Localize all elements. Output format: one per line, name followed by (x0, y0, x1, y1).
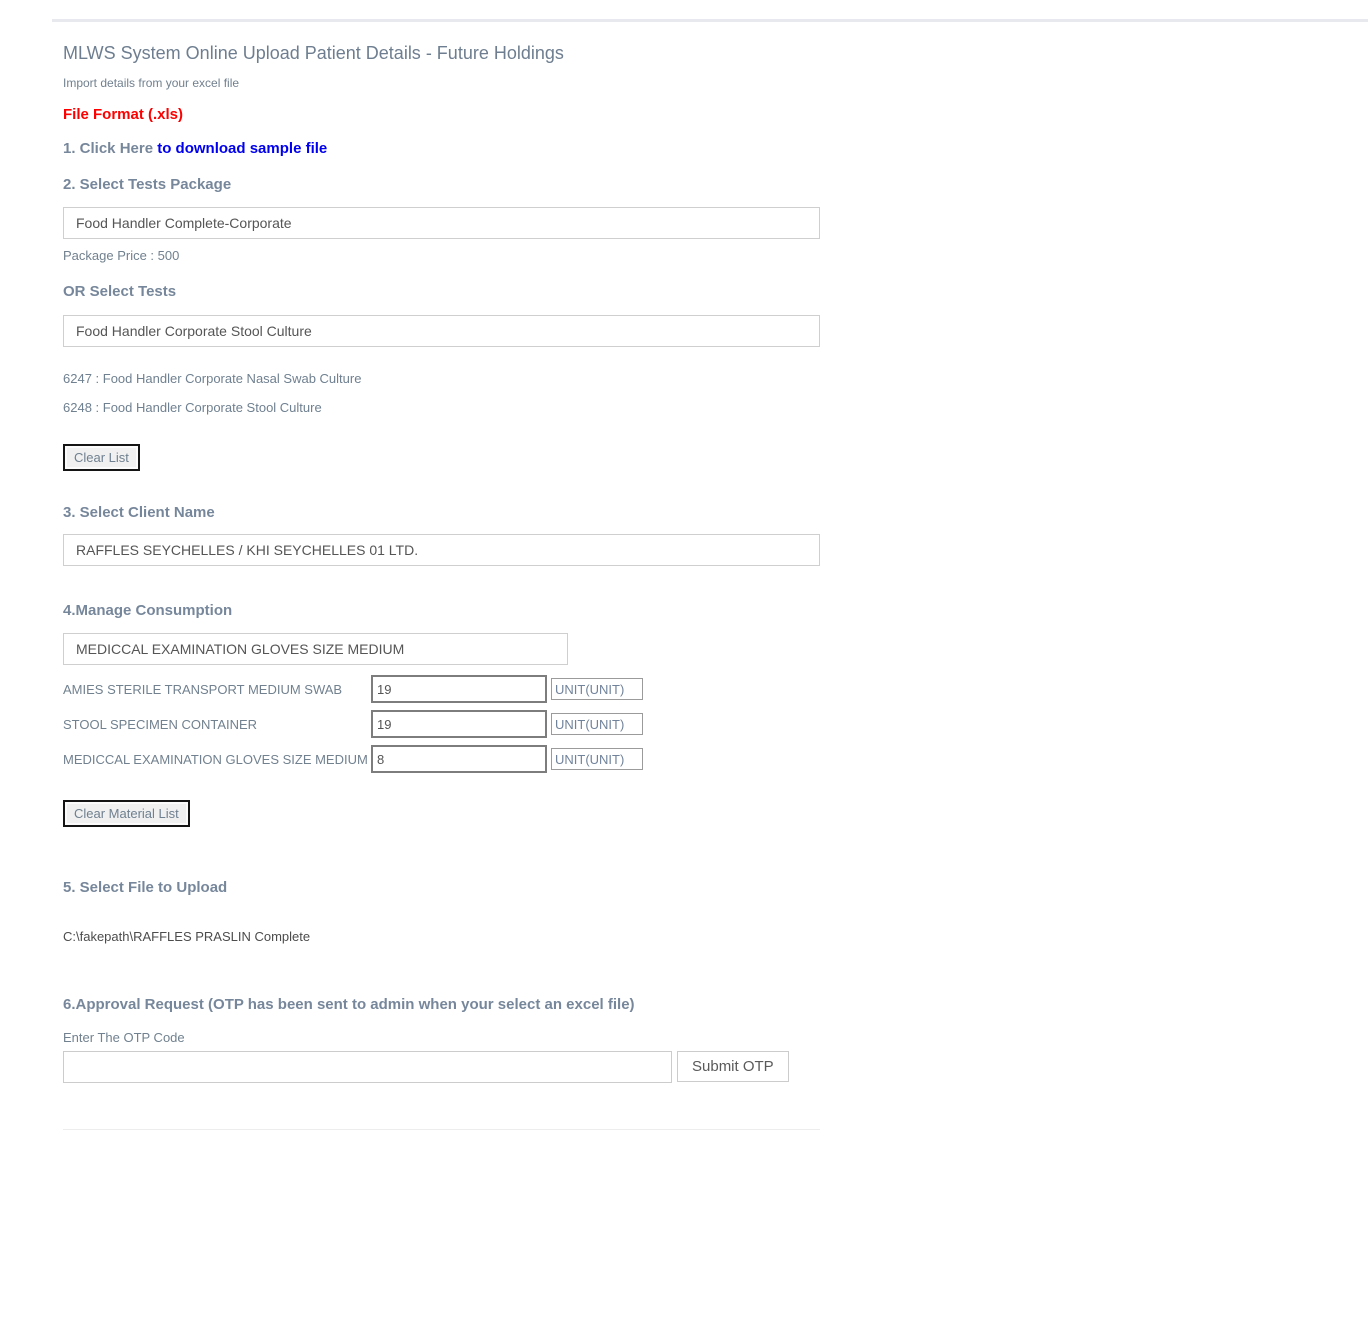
upload-form (63, 0, 820, 1130)
consumption-row (63, 745, 820, 773)
client-name-input[interactable] (63, 534, 820, 566)
download-sample-link[interactable]: to download sample file (157, 140, 328, 157)
consumption-row (63, 675, 820, 703)
quantity-input[interactable] (371, 675, 547, 703)
step3-heading: 3. Select Client Name (63, 504, 215, 521)
step6-heading: 6.Approval Request (OTP has been sent to admin when your select an excel file) (63, 996, 635, 1013)
clear-material-list-button[interactable]: Clear Material List (63, 800, 190, 827)
clear-list-button[interactable]: Clear List (63, 444, 140, 471)
step4-heading: 4.Manage Consumption (63, 602, 233, 619)
material-select-input[interactable] (63, 633, 568, 665)
file-format-note: File Format (.xls) (63, 106, 184, 123)
or-select-tests-heading: OR Select Tests (63, 283, 177, 300)
unit-input[interactable] (551, 678, 643, 700)
step1-label: 1. Click Here (63, 140, 154, 157)
otp-input[interactable] (63, 1051, 672, 1083)
otp-row (63, 1051, 820, 1083)
quantity-input[interactable] (371, 710, 547, 738)
selected-file-path: C:\fakepath\RAFFLES PRASLIN Complete (63, 929, 311, 944)
material-label: AMIES STERILE TRANSPORT MEDIUM SWAB (63, 681, 343, 697)
quantity-input[interactable] (371, 745, 547, 773)
selected-test-item: 6248 : Food Handler Corporate Stool Culture (63, 400, 322, 415)
tests-package-input[interactable] (63, 207, 820, 239)
package-price: Package Price : 500 (63, 248, 180, 263)
consumption-rows (63, 675, 820, 773)
step2-heading: 2. Select Tests Package (63, 176, 232, 193)
page-subtitle: Import details from your excel file (63, 76, 240, 90)
selected-test-item: 6247 : Food Handler Corporate Nasal Swab Culture (63, 371, 362, 386)
material-label: STOOL SPECIMEN CONTAINER (63, 716, 258, 732)
material-label: MEDICCAL EXAMINATION GLOVES SIZE MEDIUM (63, 751, 368, 767)
step1-line (63, 140, 820, 157)
page-title: MLWS System Online Upload Patient Details - Future Holdings (63, 43, 564, 63)
unit-input[interactable] (551, 713, 643, 735)
submit-otp-button[interactable]: Submit OTP (677, 1051, 789, 1082)
unit-input[interactable] (551, 748, 643, 770)
otp-label: Enter The OTP Code (63, 1030, 185, 1045)
bottom-divider (63, 1129, 820, 1130)
tests-select-input[interactable] (63, 315, 820, 347)
step5-heading: 5. Select File to Upload (63, 879, 228, 896)
consumption-row (63, 710, 820, 738)
